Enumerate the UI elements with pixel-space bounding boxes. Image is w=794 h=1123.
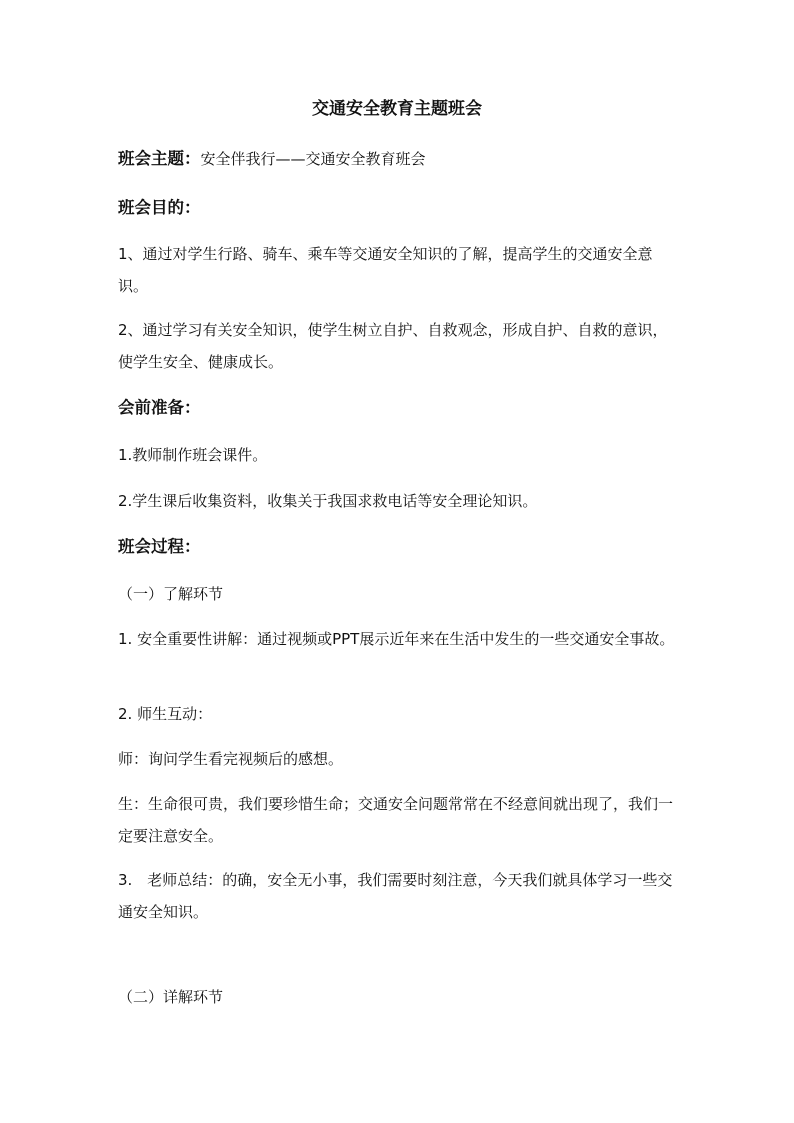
step-3: 3. 老师总结：的确，安全无小事，我们需要时刻注意，今天我们就具体学习一些交通安全知识。 xyxy=(118,871,673,921)
step-2: 2. 师生互动： xyxy=(118,705,213,723)
purpose-item-2: 2、通过学习有关安全知识，使学生树立自护、自救观念，形成自护、自救的意识，使学生安全、健康成长。 xyxy=(118,321,668,371)
theme-line xyxy=(118,143,678,175)
prep-item-2: 2.学生课后收集资料，收集关于我国求救电话等安全理论知识。 xyxy=(118,492,538,510)
purpose-heading: 班会目的： xyxy=(118,198,201,217)
theme-label: 班会主题： xyxy=(118,149,201,168)
section-one-heading: （一）了解环节 xyxy=(118,585,224,603)
section-two-heading: （二）详解环节 xyxy=(118,988,224,1006)
step-1: 1. 安全重要性讲解：通过视频或PPT展示近年来在生活中发生的一些交通安全事故。 xyxy=(118,630,675,648)
process-heading: 班会过程： xyxy=(118,537,201,556)
theme-text: 安全伴我行——交通安全教育班会 xyxy=(200,150,426,168)
student-answer: 生：生命很可贵，我们要珍惜生命；交通安全问题常常在不经意间就出现了，我们一定要注意安全。 xyxy=(118,795,674,845)
prep-item-1: 1.教师制作班会课件。 xyxy=(118,446,268,464)
document-title: 交通安全教育主题班会 xyxy=(312,99,482,119)
purpose-item-1: 1、通过对学生行路、骑车、乘车等交通安全知识的了解，提高学生的交通安全意识。 xyxy=(118,245,653,295)
teacher-question: 师：询问学生看完视频后的感想。 xyxy=(118,750,344,768)
prep-heading: 会前准备： xyxy=(118,398,201,417)
